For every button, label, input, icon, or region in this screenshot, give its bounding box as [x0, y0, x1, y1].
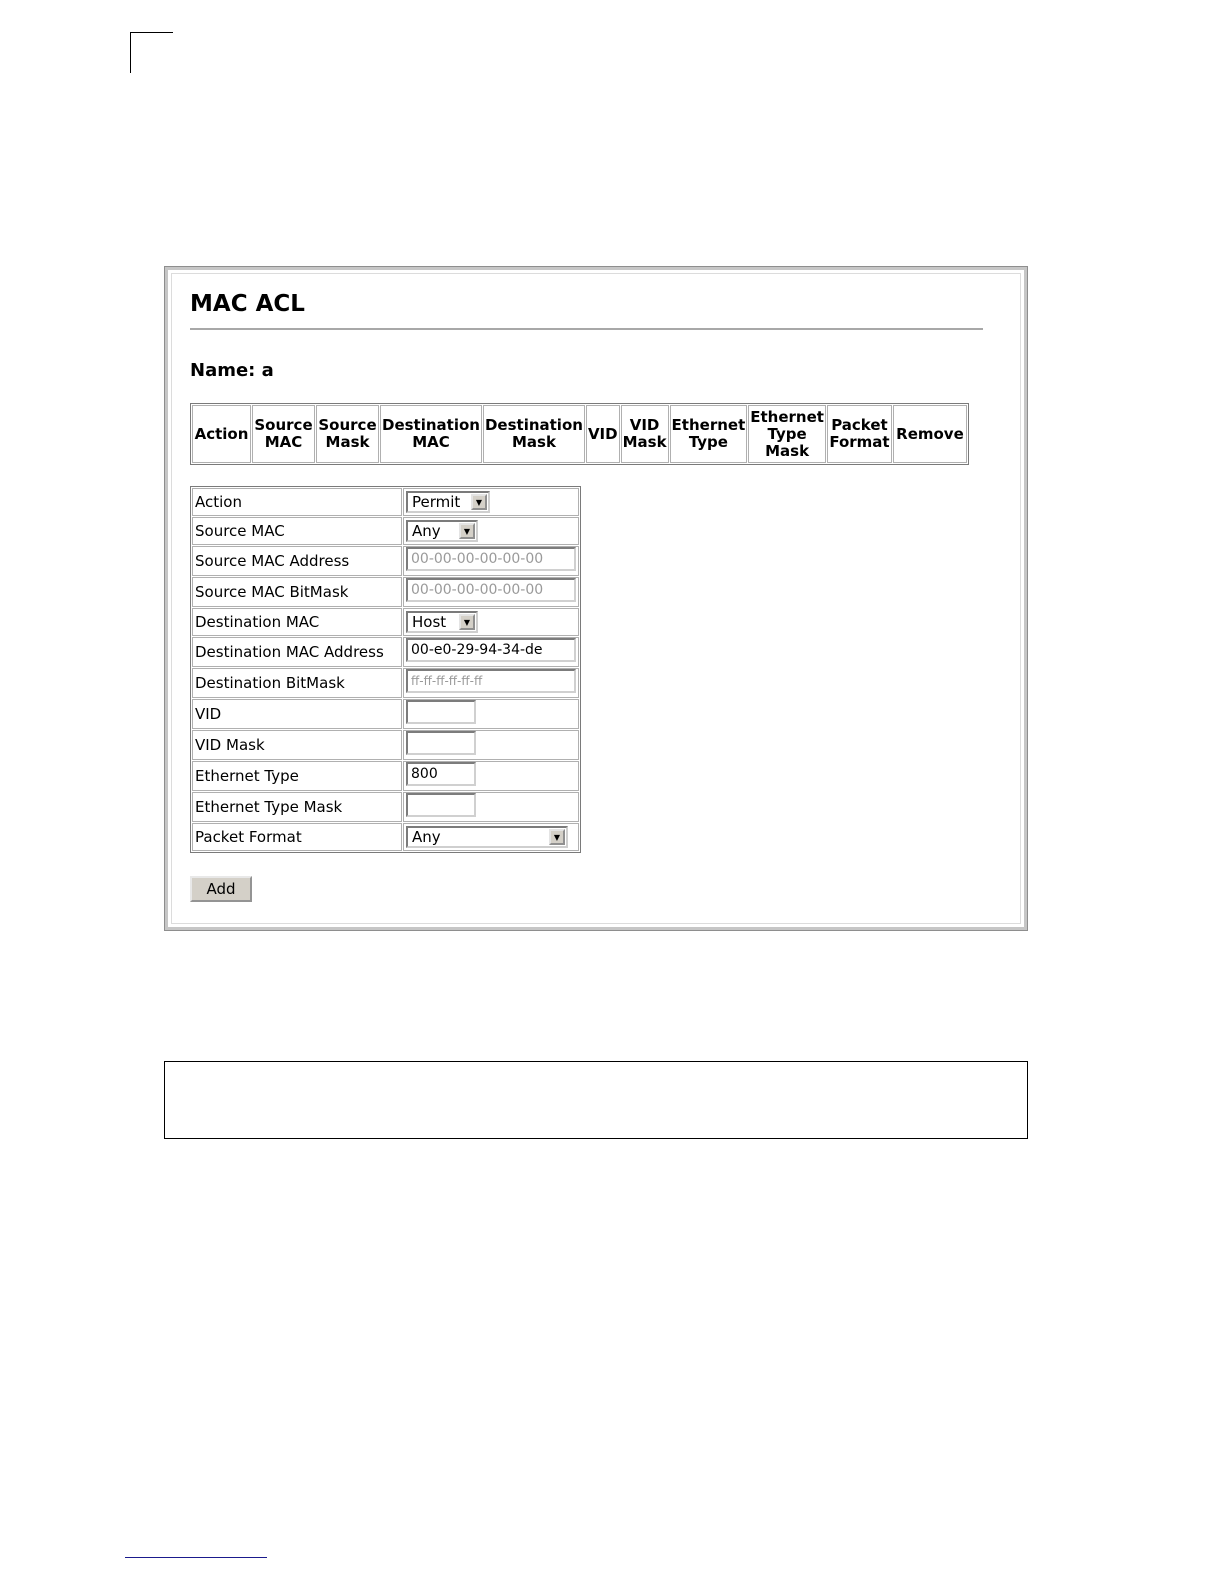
table-header-row: [192, 405, 967, 463]
acl-rules-table: [190, 403, 969, 465]
ethernet-type-mask-input[interactable]: [406, 793, 476, 817]
column-header-source-mac: Source MAC: [252, 405, 315, 463]
source-mac-select[interactable]: [406, 520, 478, 542]
form-row-destination-bitmask: [192, 668, 579, 698]
source-mac-address-input[interactable]: 00-00-00-00-00-00: [406, 547, 576, 571]
packet-format-label: Packet Format: [192, 823, 402, 851]
note-box: [164, 1061, 1028, 1139]
vid-label: VID: [192, 699, 402, 729]
form-row-vid: [192, 699, 579, 729]
form-row-destination-mac-address: [192, 637, 579, 667]
title-divider: [190, 328, 983, 330]
chevron-down-icon[interactable]: ▼: [471, 494, 487, 510]
chevron-down-icon[interactable]: ▼: [549, 829, 565, 845]
form-row-ethernet-type: [192, 761, 579, 791]
column-header-vid-mask: VID Mask: [621, 405, 669, 463]
form-row-packet-format: [192, 823, 579, 851]
chevron-down-icon[interactable]: ▼: [459, 614, 475, 630]
form-row-action: [192, 488, 579, 516]
ethernet-type-input[interactable]: 800: [406, 762, 476, 786]
destination-bitmask-input[interactable]: ff-ff-ff-ff-ff-ff: [406, 669, 576, 693]
column-header-remove: Remove: [893, 405, 967, 463]
acl-entry-form: [190, 486, 581, 853]
column-header-destination-mask: Destination Mask: [483, 405, 585, 463]
form-row-destination-mac: [192, 608, 579, 636]
acl-name: Name: a: [190, 360, 274, 381]
destination-mac-select-value: Host: [412, 613, 447, 631]
form-row-source-mac-address: [192, 546, 579, 576]
form-row-source-mac: [192, 517, 579, 545]
destination-mac-address-input[interactable]: 00-e0-29-94-34-de: [406, 638, 576, 662]
destination-mac-address-label: Destination MAC Address: [192, 637, 402, 667]
action-select[interactable]: [406, 491, 490, 513]
column-header-ethernet-type: Ethernet Type: [670, 405, 748, 463]
source-mac-bitmask-input[interactable]: 00-00-00-00-00-00: [406, 578, 576, 602]
crop-mark: [130, 32, 173, 73]
source-mac-address-label: Source MAC Address: [192, 546, 402, 576]
destination-mac-select[interactable]: [406, 611, 478, 633]
source-mac-bitmask-label: Source MAC BitMask: [192, 577, 402, 607]
column-header-action: Action: [192, 405, 251, 463]
ethernet-type-label: Ethernet Type: [192, 761, 402, 791]
action-label: Action: [192, 488, 402, 516]
source-mac-select-value: Any: [412, 522, 441, 540]
column-header-ethernet-type-mask: Ethernet Type Mask: [748, 405, 826, 463]
packet-format-select[interactable]: [406, 826, 568, 848]
form-row-vid-mask: [192, 730, 579, 760]
column-header-packet-format: Packet Format: [827, 405, 892, 463]
add-button[interactable]: Add: [190, 876, 252, 902]
destination-bitmask-label: Destination BitMask: [192, 668, 402, 698]
form-row-source-mac-bitmask: [192, 577, 579, 607]
column-header-destination-mac: Destination MAC: [380, 405, 482, 463]
destination-mac-label: Destination MAC: [192, 608, 402, 636]
action-select-value: Permit: [412, 493, 461, 511]
form-row-ethernet-type-mask: [192, 792, 579, 822]
page-title: MAC ACL: [190, 291, 305, 317]
chevron-down-icon[interactable]: ▼: [459, 523, 475, 539]
vid-mask-input[interactable]: [406, 731, 476, 755]
footer-rule: [125, 1557, 267, 1558]
column-header-vid: VID: [586, 405, 620, 463]
ethernet-type-mask-label: Ethernet Type Mask: [192, 792, 402, 822]
mac-acl-window: [165, 267, 1027, 930]
vid-input[interactable]: [406, 700, 476, 724]
vid-mask-label: VID Mask: [192, 730, 402, 760]
source-mac-label: Source MAC: [192, 517, 402, 545]
column-header-source-mask: Source Mask: [316, 405, 379, 463]
packet-format-select-value: Any: [412, 828, 441, 846]
